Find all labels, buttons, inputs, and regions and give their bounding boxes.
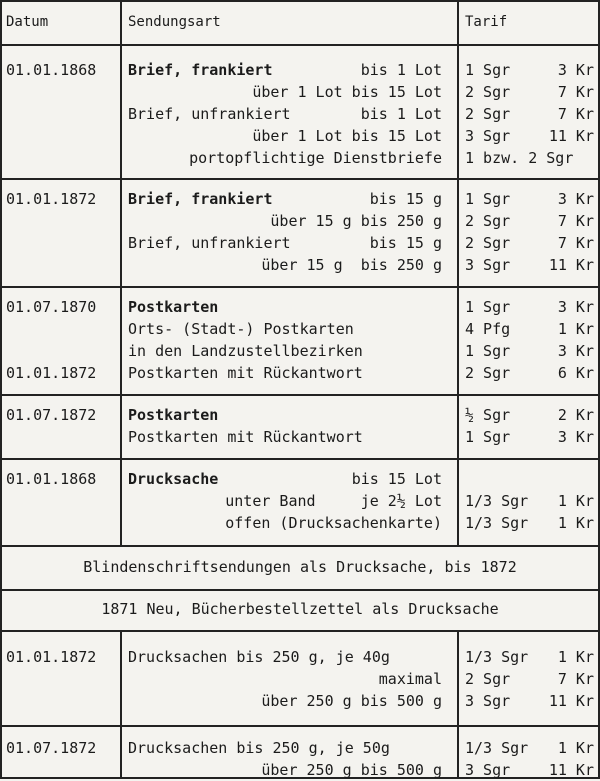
- row-detail: über 15 g bis 250 g: [261, 256, 442, 274]
- row-detail: über 250 g bis 500 g: [261, 761, 442, 779]
- row-tarif-kr: 3 Kr: [557, 298, 594, 316]
- row-detail: offen (Drucksachenkarte): [225, 514, 442, 532]
- row-sendungsart: Drucksachen bis 250 g, je 50g: [128, 739, 390, 757]
- column-divider: [120, 46, 122, 178]
- column-divider: [120, 2, 122, 44]
- row-tarif-sgr: 1 Sgr: [465, 428, 511, 446]
- row-sendungsart: Drucksache: [128, 470, 219, 488]
- header-datum: Datum: [6, 14, 49, 30]
- row-divider: [2, 178, 598, 180]
- row-date: 01.07.1870: [6, 298, 97, 316]
- row-tarif-sgr: ½ Sgr: [465, 406, 511, 424]
- row-sendungsart: Orts- (Stadt-) Postkarten: [128, 320, 354, 338]
- header-tarif: Tarif: [465, 14, 508, 30]
- row-detail: bis 15 g: [369, 190, 442, 208]
- row-detail: maximal: [378, 670, 442, 688]
- header-sendungsart: Sendungsart: [128, 14, 221, 30]
- column-divider: [457, 460, 459, 545]
- row-tarif-kr: 1 Kr: [557, 492, 594, 510]
- row-tarif-kr: 7 Kr: [557, 83, 594, 101]
- row-tarif-sgr: 1 Sgr: [465, 190, 511, 208]
- row-tarif-kr: 3 Kr: [557, 190, 594, 208]
- column-divider: [457, 727, 459, 777]
- row-tarif-kr: 1 Kr: [557, 648, 594, 666]
- row-date: 01.07.1872: [6, 739, 97, 757]
- row-sendungsart: Brief, frankiert: [128, 61, 273, 79]
- row-sendungsart: in den Landzustellbezirken: [128, 342, 363, 360]
- row-detail: über 1 Lot bis 15 Lot: [252, 127, 442, 145]
- row-divider: [2, 286, 598, 288]
- row-tarif-kr: 11 Kr: [548, 761, 594, 779]
- column-divider: [120, 727, 122, 777]
- row-tarif-kr: 2 Kr: [557, 406, 594, 424]
- row-tarif-sgr: 3 Sgr: [465, 127, 511, 145]
- column-divider: [120, 460, 122, 545]
- row-date: 01.01.1868: [6, 470, 97, 488]
- row-detail: bis 15 g: [369, 234, 442, 252]
- row-tarif-kr: 7 Kr: [557, 105, 594, 123]
- row-detail: portopflichtige Dienstbriefe: [189, 149, 442, 167]
- header-divider: [2, 44, 598, 46]
- row-tarif-sgr: 2 Sgr: [465, 83, 511, 101]
- row-divider: [2, 630, 598, 632]
- row-sendungsart: Postkarten mit Rückantwort: [128, 428, 363, 446]
- row-tarif-sgr: 4 Pfg: [465, 320, 511, 338]
- row-tarif-kr: 3 Kr: [557, 428, 594, 446]
- row-sendungsart: Postkarten: [128, 406, 219, 424]
- column-divider: [457, 396, 459, 458]
- column-divider: [457, 288, 459, 394]
- row-tarif-sgr: 1 Sgr: [465, 298, 511, 316]
- row-tarif-kr: 6 Kr: [557, 364, 594, 382]
- row-divider: [2, 725, 598, 727]
- row-detail: über 15 g bis 250 g: [270, 212, 442, 230]
- row-tarif-kr: 1 Kr: [557, 320, 594, 338]
- row-tarif-kr: 7 Kr: [557, 670, 594, 688]
- row-tarif-kr: 11 Kr: [548, 256, 594, 274]
- column-divider: [457, 2, 459, 44]
- row-sendungsart: Drucksachen bis 250 g, je 40g: [128, 648, 390, 666]
- row-tarif-sgr: 1/3 Sgr: [465, 492, 529, 510]
- row-tarif-sgr: 1/3 Sgr: [465, 739, 529, 757]
- row-tarif-sgr: 2 Sgr: [465, 105, 511, 123]
- row-tarif-kr: 7 Kr: [557, 234, 594, 252]
- row-tarif-kr: 3 Kr: [557, 61, 594, 79]
- row-tarif-sgr: 3 Sgr: [465, 692, 511, 710]
- column-divider: [120, 288, 122, 394]
- row-date: 01.01.1868: [6, 61, 97, 79]
- note-row: Blindenschriftsendungen als Drucksache, bis 1872: [83, 558, 517, 576]
- row-tarif-kr: 11 Kr: [548, 127, 594, 145]
- row-divider: [2, 545, 598, 547]
- row-tarif-sgr: 1 Sgr: [465, 342, 511, 360]
- row-sendungsart: Postkarten: [128, 298, 219, 316]
- row-tarif-sgr: 2 Sgr: [465, 670, 511, 688]
- column-divider: [120, 396, 122, 458]
- column-divider: [457, 46, 459, 178]
- row-sendungsart: Brief, unfrankiert: [128, 234, 291, 252]
- row-tarif-kr: 11 Kr: [548, 692, 594, 710]
- row-divider: [2, 589, 598, 591]
- row-date: 01.01.1872: [6, 364, 97, 382]
- row-divider: [2, 394, 598, 396]
- row-tarif-sgr: 2 Sgr: [465, 212, 511, 230]
- row-tarif-sgr: 3 Sgr: [465, 761, 511, 779]
- column-divider: [457, 632, 459, 725]
- column-divider: [457, 180, 459, 286]
- row-detail: über 250 g bis 500 g: [261, 692, 442, 710]
- row-detail: bis 15 Lot: [351, 470, 442, 488]
- row-date: 01.01.1872: [6, 648, 97, 666]
- row-tarif-sgr: 1 Sgr: [465, 61, 511, 79]
- row-tarif-kr: 1 Kr: [557, 514, 594, 532]
- column-divider: [120, 180, 122, 286]
- row-detail: bis 1 Lot: [360, 105, 442, 123]
- row-tarif-kr: 7 Kr: [557, 212, 594, 230]
- row-detail: bis 1 Lot: [360, 61, 442, 79]
- row-sendungsart: Postkarten mit Rückantwort: [128, 364, 363, 382]
- row-detail: über 1 Lot bis 15 Lot: [252, 83, 442, 101]
- note-row: 1871 Neu, Bücherbestellzettel als Drucksache: [101, 600, 499, 618]
- row-tarif-sgr: 1 bzw. 2 Sgr: [465, 149, 574, 167]
- row-tarif-kr: 1 Kr: [557, 739, 594, 757]
- row-tarif-kr: 3 Kr: [557, 342, 594, 360]
- row-divider: [2, 458, 598, 460]
- row-tarif-sgr: 1/3 Sgr: [465, 648, 529, 666]
- row-tarif-sgr: 2 Sgr: [465, 234, 511, 252]
- row-sendungsart: Brief, frankiert: [128, 190, 273, 208]
- row-date: 01.07.1872: [6, 406, 97, 424]
- column-divider: [120, 632, 122, 725]
- row-tarif-sgr: 3 Sgr: [465, 256, 511, 274]
- row-sendungsart: Brief, unfrankiert: [128, 105, 291, 123]
- row-tarif-sgr: 2 Sgr: [465, 364, 511, 382]
- row-tarif-sgr: 1/3 Sgr: [465, 514, 529, 532]
- row-detail: unter Band je 2½ Lot: [225, 492, 442, 510]
- row-date: 01.01.1872: [6, 190, 97, 208]
